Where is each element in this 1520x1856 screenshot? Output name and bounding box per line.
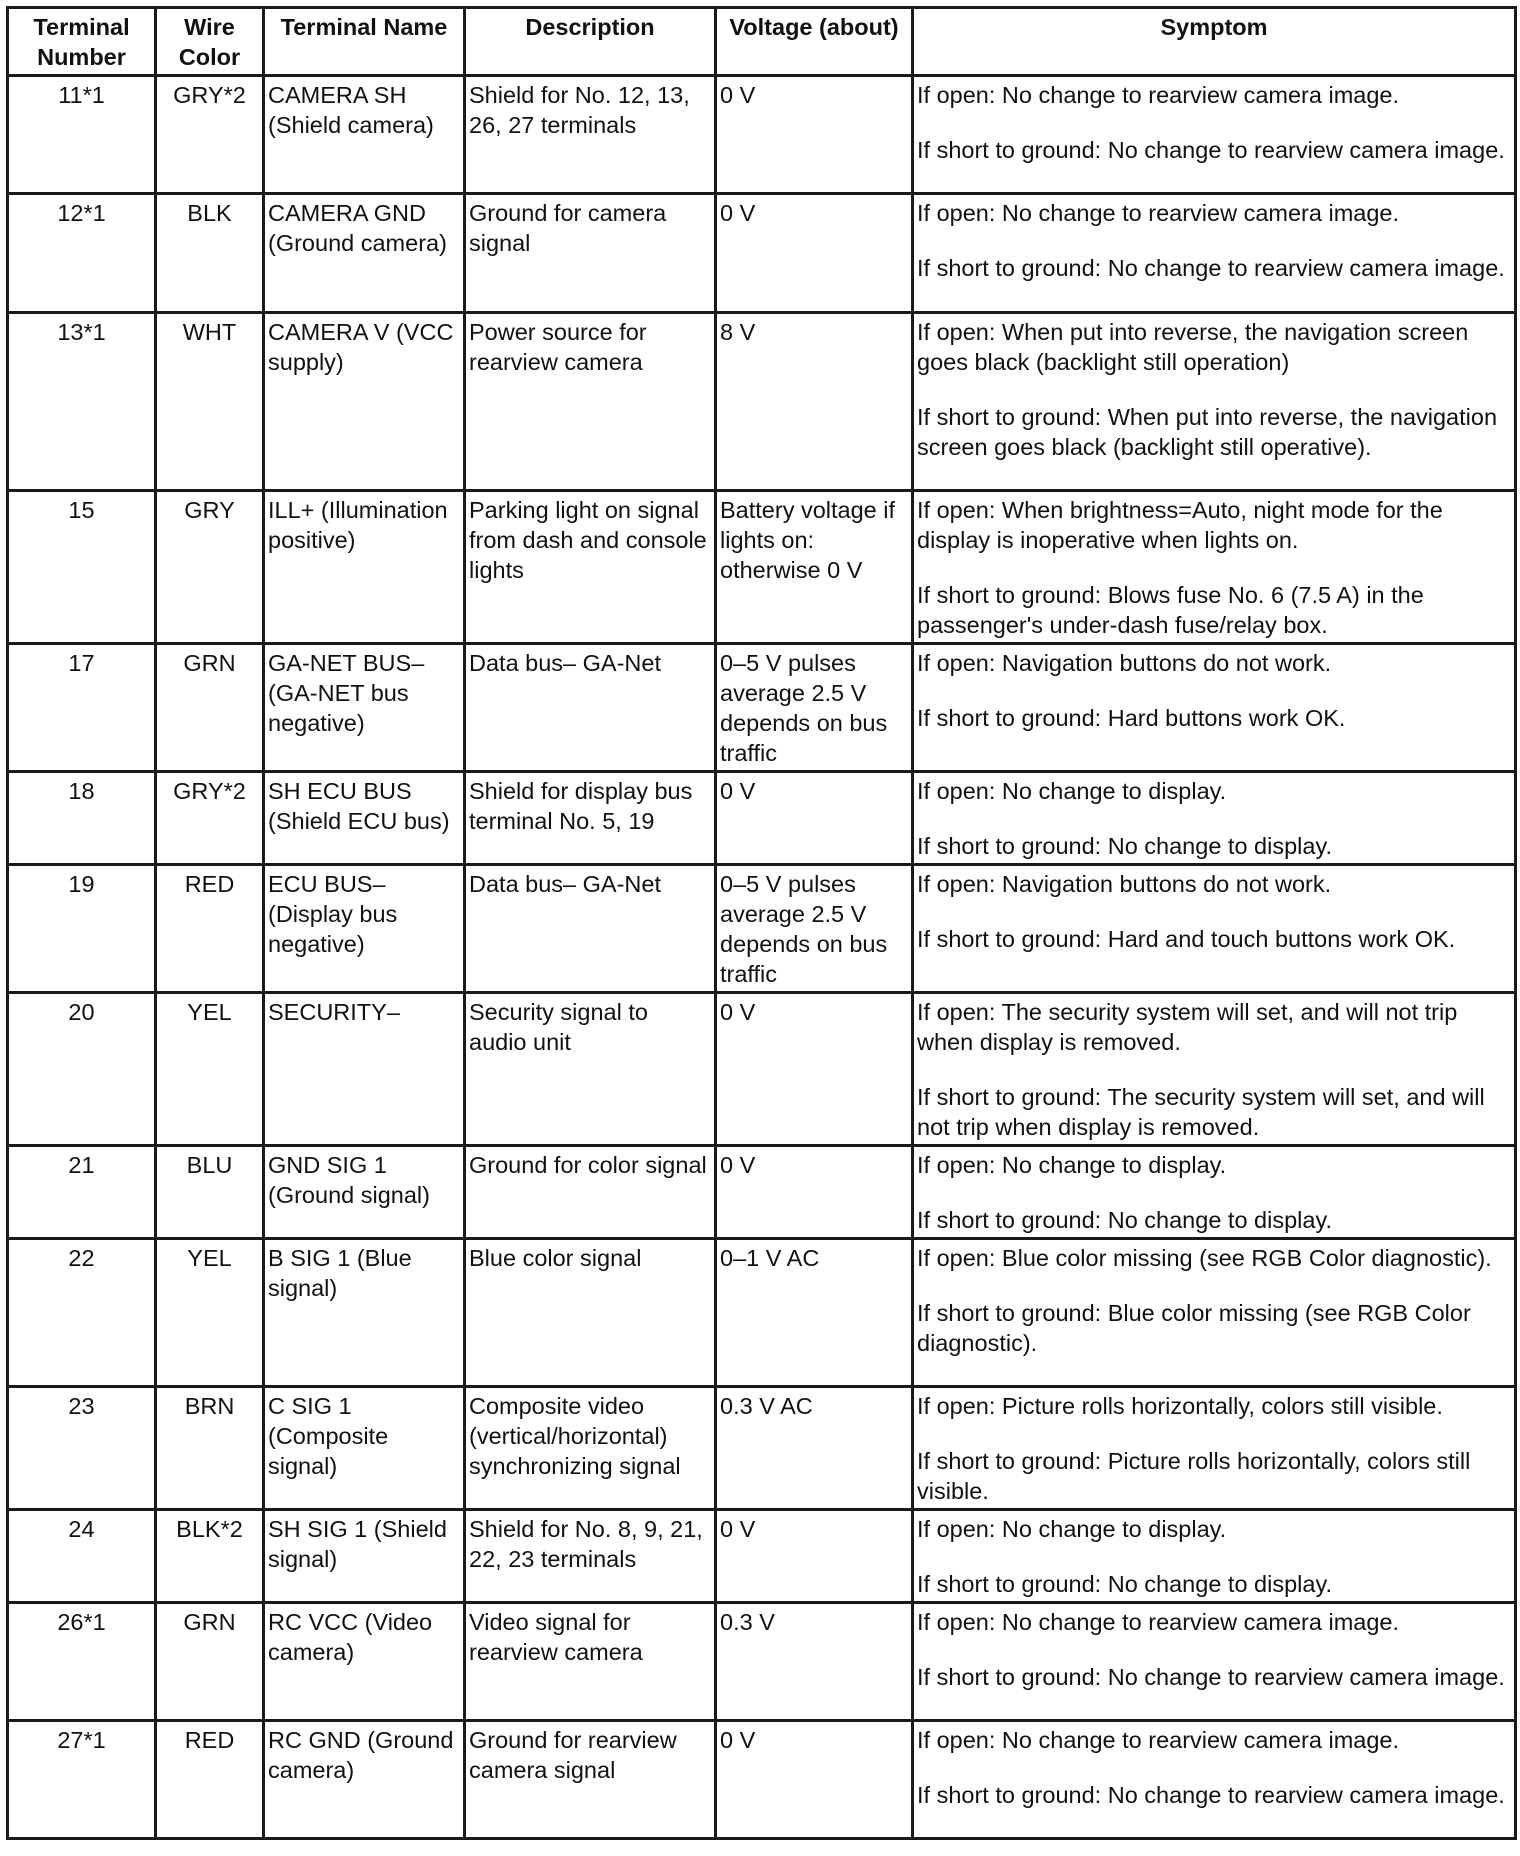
table-row xyxy=(8,644,1516,772)
table-row xyxy=(8,1387,1516,1510)
wire-color-cell: GRY*2 xyxy=(156,76,264,194)
symptom-cell xyxy=(913,993,1516,1146)
wire-color-cell: WHT xyxy=(156,313,264,491)
symptom-cell xyxy=(913,1721,1516,1839)
description-cell: Composite video (vertical/horizontal) synchronizing signal xyxy=(465,1387,716,1510)
wire-color-cell: YEL xyxy=(156,1239,264,1387)
header-voltage: Voltage (about) xyxy=(716,8,913,76)
header-symptom: Symptom xyxy=(913,8,1516,76)
symptom-open: If open: No change to rearview camera image. xyxy=(917,200,1400,226)
symptom-open: If open: No change to rearview camera image. xyxy=(917,82,1400,108)
terminal-number-cell: 17 xyxy=(8,644,156,772)
symptom-open: If open: The security system will set, and will not trip when display is removed. xyxy=(917,999,1458,1055)
table-row xyxy=(8,1510,1516,1603)
description-cell: Power source for rearview camera xyxy=(465,313,716,491)
terminal-number-cell: 18 xyxy=(8,772,156,865)
symptom-open: If open: No change to display. xyxy=(917,778,1227,804)
wire-color-cell: BLK*2 xyxy=(156,1510,264,1603)
table-row xyxy=(8,865,1516,993)
table-row xyxy=(8,1721,1516,1839)
voltage-cell: Battery voltage if lights on: otherwise 0 V xyxy=(716,491,913,644)
table-header-row xyxy=(8,8,1516,76)
table-row xyxy=(8,1603,1516,1721)
symptom-short: If short to ground: No change to rearview camera image. xyxy=(917,1782,1505,1808)
symptom-cell xyxy=(913,1387,1516,1510)
description-cell: Ground for camera signal xyxy=(465,194,716,313)
description-cell: Ground for rearview camera signal xyxy=(465,1721,716,1839)
wire-color-cell: GRY*2 xyxy=(156,772,264,865)
symptom-short: If short to ground: Picture rolls horizontally, colors still visible. xyxy=(917,1448,1471,1504)
wire-color-cell: YEL xyxy=(156,993,264,1146)
description-cell: Blue color signal xyxy=(465,1239,716,1387)
symptom-open: If open: Navigation buttons do not work. xyxy=(917,871,1332,897)
terminal-table-sheet xyxy=(6,6,1514,1840)
table-row xyxy=(8,772,1516,865)
terminal-name-cell: C SIG 1 (Composite signal) xyxy=(264,1387,465,1510)
voltage-cell: 0.3 V xyxy=(716,1603,913,1721)
symptom-cell xyxy=(913,865,1516,993)
terminal-number-cell: 23 xyxy=(8,1387,156,1510)
terminal-name-cell: SH ECU BUS (Shield ECU bus) xyxy=(264,772,465,865)
wire-color-cell: BLU xyxy=(156,1146,264,1239)
symptom-open: If open: No change to display. xyxy=(917,1516,1227,1542)
wire-color-cell: BLK xyxy=(156,194,264,313)
symptom-short: If short to ground: No change to rearview camera image. xyxy=(917,255,1505,281)
symptom-open: If open: No change to rearview camera image. xyxy=(917,1609,1400,1635)
symptom-open: If open: Blue color missing (see RGB Color diagnostic). xyxy=(917,1245,1492,1271)
symptom-cell xyxy=(913,313,1516,491)
terminal-name-cell: CAMERA GND (Ground camera) xyxy=(264,194,465,313)
voltage-cell: 0–1 V AC xyxy=(716,1239,913,1387)
terminal-number-cell: 15 xyxy=(8,491,156,644)
wire-color-cell: RED xyxy=(156,865,264,993)
table-row xyxy=(8,993,1516,1146)
voltage-cell: 0 V xyxy=(716,1146,913,1239)
table-row xyxy=(8,313,1516,491)
symptom-open: If open: When brightness=Auto, night mode for the display is inoperative when lights on. xyxy=(917,497,1443,553)
voltage-cell: 0 V xyxy=(716,194,913,313)
symptom-short: If short to ground: No change to rearview camera image. xyxy=(917,1664,1505,1690)
symptom-short: If short to ground: Blows fuse No. 6 (7.5 A) in the passenger's under-dash fuse/relay box. xyxy=(917,582,1424,638)
description-cell: Security signal to audio unit xyxy=(465,993,716,1146)
symptom-short: If short to ground: The security system will set, and will not trip when display is removed. xyxy=(917,1084,1485,1140)
description-cell: Video signal for rearview camera xyxy=(465,1603,716,1721)
description-cell: Data bus– GA-Net xyxy=(465,865,716,993)
terminal-name-cell: RC VCC (Video camera) xyxy=(264,1603,465,1721)
symptom-short: If short to ground: When put into reverse, the navigation screen goes black (backlight still operative). xyxy=(917,404,1498,460)
symptom-short: If short to ground: No change to rearview camera image. xyxy=(917,137,1505,163)
table-row xyxy=(8,1239,1516,1387)
description-cell: Shield for No. 8, 9, 21, 22, 23 terminals xyxy=(465,1510,716,1603)
table-row xyxy=(8,76,1516,194)
wire-color-cell: GRN xyxy=(156,644,264,772)
voltage-cell: 0 V xyxy=(716,1510,913,1603)
voltage-cell: 0–5 V pulses average 2.5 V depends on bus traffic xyxy=(716,644,913,772)
symptom-cell xyxy=(913,1146,1516,1239)
terminal-name-cell: ECU BUS– (Display bus negative) xyxy=(264,865,465,993)
terminal-name-cell: RC GND (Ground camera) xyxy=(264,1721,465,1839)
symptom-open: If open: Navigation buttons do not work. xyxy=(917,650,1332,676)
symptom-cell xyxy=(913,1239,1516,1387)
symptom-cell xyxy=(913,76,1516,194)
description-cell: Shield for No. 12, 13, 26, 27 terminals xyxy=(465,76,716,194)
table-row xyxy=(8,194,1516,313)
terminal-name-cell: ILL+ (Illumination positive) xyxy=(264,491,465,644)
header-terminal-name: Terminal Name xyxy=(264,8,465,76)
voltage-cell: 0 V xyxy=(716,76,913,194)
wire-color-cell: GRN xyxy=(156,1603,264,1721)
terminal-name-cell: GA-NET BUS– (GA-NET bus negative) xyxy=(264,644,465,772)
terminal-number-cell: 22 xyxy=(8,1239,156,1387)
terminal-name-cell: CAMERA V (VCC supply) xyxy=(264,313,465,491)
symptom-open: If open: No change to rearview camera image. xyxy=(917,1727,1400,1753)
symptom-short: If short to ground: Hard buttons work OK. xyxy=(917,705,1346,731)
symptom-short: If short to ground: No change to display. xyxy=(917,833,1332,859)
wire-color-cell: BRN xyxy=(156,1387,264,1510)
symptom-open: If open: Picture rolls horizontally, colors still visible. xyxy=(917,1393,1443,1419)
description-cell: Ground for color signal xyxy=(465,1146,716,1239)
symptom-short: If short to ground: Blue color missing (see RGB Color diagnostic). xyxy=(917,1300,1471,1356)
table-body xyxy=(8,76,1516,1839)
voltage-cell: 0 V xyxy=(716,1721,913,1839)
table-row xyxy=(8,1146,1516,1239)
symptom-cell xyxy=(913,772,1516,865)
voltage-cell: 0 V xyxy=(716,993,913,1146)
terminal-number-cell: 13*1 xyxy=(8,313,156,491)
terminal-name-cell: CAMERA SH (Shield camera) xyxy=(264,76,465,194)
voltage-cell: 0.3 V AC xyxy=(716,1387,913,1510)
symptom-cell xyxy=(913,194,1516,313)
terminal-number-cell: 11*1 xyxy=(8,76,156,194)
terminal-number-cell: 24 xyxy=(8,1510,156,1603)
symptom-short: If short to ground: No change to display. xyxy=(917,1571,1332,1597)
terminal-number-cell: 12*1 xyxy=(8,194,156,313)
terminal-number-cell: 20 xyxy=(8,993,156,1146)
symptom-cell xyxy=(913,644,1516,772)
description-cell: Parking light on signal from dash and console lights xyxy=(465,491,716,644)
terminal-number-cell: 19 xyxy=(8,865,156,993)
header-description: Description xyxy=(465,8,716,76)
symptom-open: If open: No change to display. xyxy=(917,1152,1227,1178)
voltage-cell: 8 V xyxy=(716,313,913,491)
voltage-cell: 0 V xyxy=(716,772,913,865)
wire-color-cell: RED xyxy=(156,1721,264,1839)
symptom-short: If short to ground: No change to display. xyxy=(917,1207,1332,1233)
terminal-number-cell: 26*1 xyxy=(8,1603,156,1721)
terminal-number-cell: 27*1 xyxy=(8,1721,156,1839)
terminal-number-cell: 21 xyxy=(8,1146,156,1239)
terminal-name-cell: GND SIG 1 (Ground signal) xyxy=(264,1146,465,1239)
description-cell: Shield for display bus terminal No. 5, 19 xyxy=(465,772,716,865)
voltage-cell: 0–5 V pulses average 2.5 V depends on bus traffic xyxy=(716,865,913,993)
terminal-table xyxy=(6,6,1517,1840)
terminal-name-cell: SH SIG 1 (Shield signal) xyxy=(264,1510,465,1603)
header-wire-color: Wire Color xyxy=(156,8,264,76)
symptom-open: If open: When put into reverse, the navigation screen goes black (backlight still operation) xyxy=(917,319,1469,375)
symptom-cell xyxy=(913,491,1516,644)
terminal-name-cell: SECURITY– xyxy=(264,993,465,1146)
wire-color-cell: GRY xyxy=(156,491,264,644)
header-terminal-number: Terminal Number xyxy=(8,8,156,76)
symptom-short: If short to ground: Hard and touch buttons work OK. xyxy=(917,926,1456,952)
symptom-cell xyxy=(913,1603,1516,1721)
description-cell: Data bus– GA-Net xyxy=(465,644,716,772)
table-row xyxy=(8,491,1516,644)
terminal-name-cell: B SIG 1 (Blue signal) xyxy=(264,1239,465,1387)
symptom-cell xyxy=(913,1510,1516,1603)
